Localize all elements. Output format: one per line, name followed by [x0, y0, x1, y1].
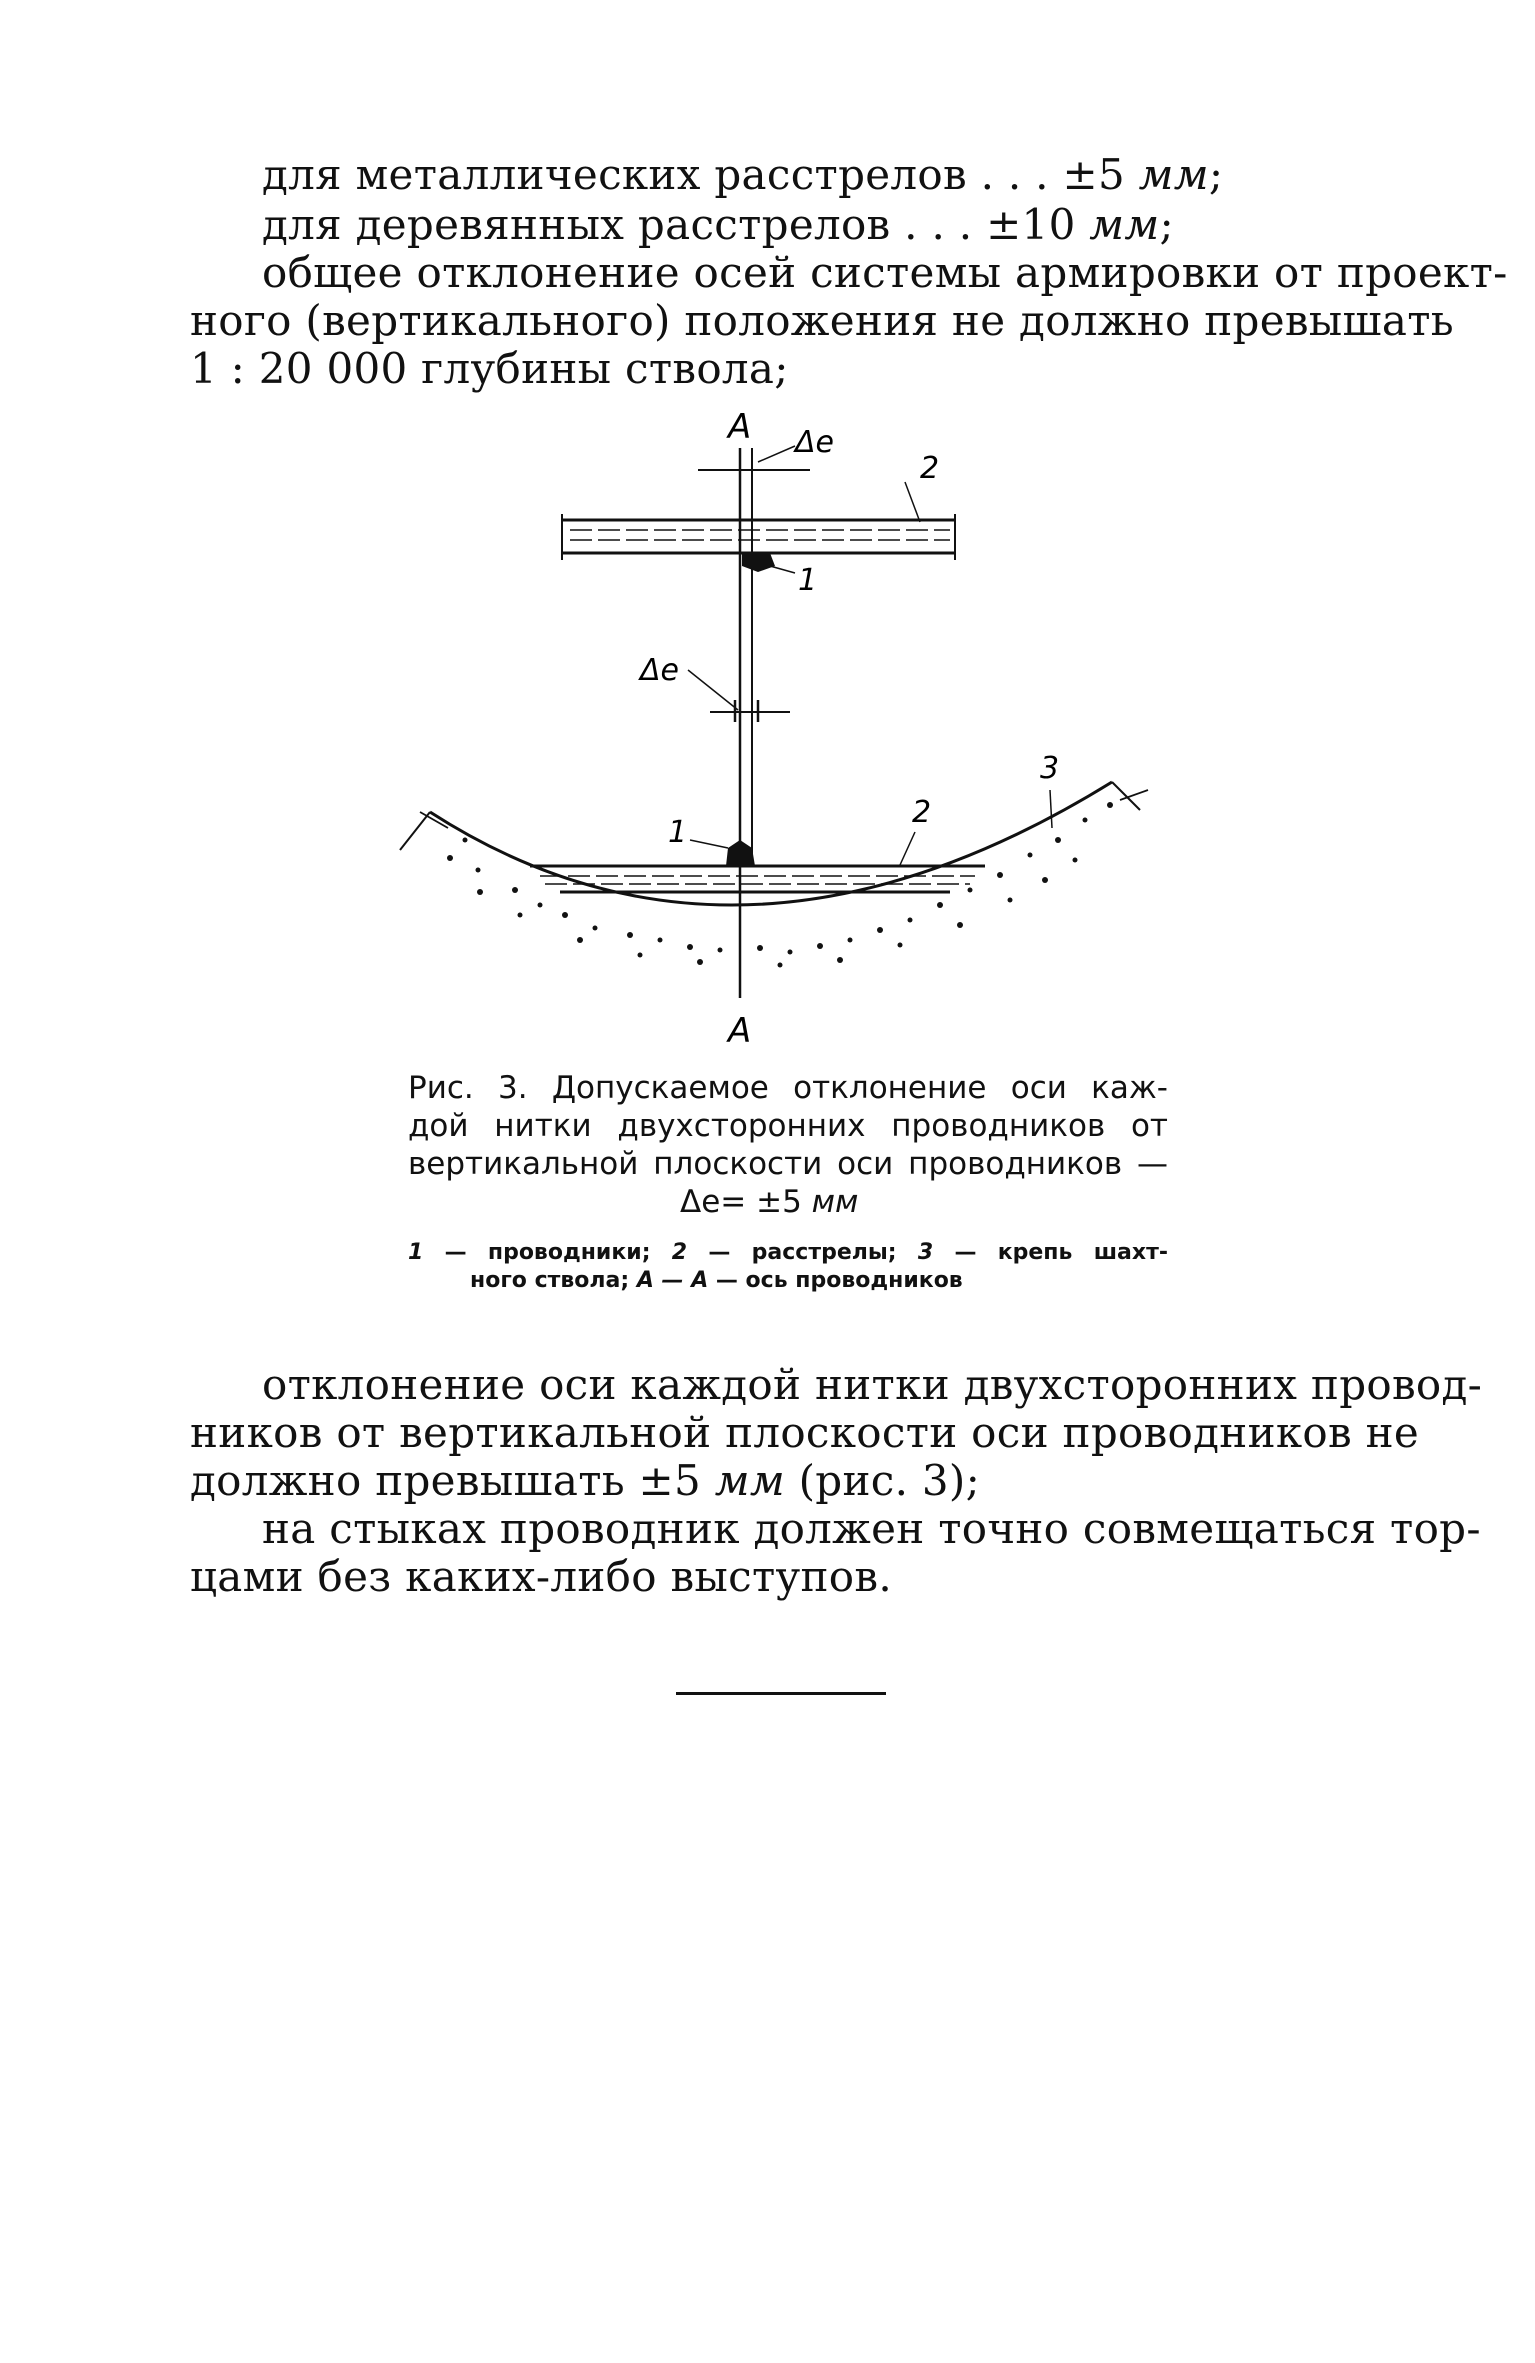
text-line-no-protrusions: цами без каких-либо выступов.: [190, 1552, 892, 1601]
figure-caption-line-3: вертикальной плоскости оси проводников —: [408, 1146, 1168, 1182]
figure-caption-line-4: Δe= ±5 мм: [680, 1184, 859, 1220]
bottom-guide-mark: [726, 840, 755, 866]
text-line-joints: на стыках проводник должен точно совмещаться тор-: [262, 1504, 1481, 1553]
label-de-middle: Δe: [640, 653, 679, 688]
label-2-top: 2: [920, 451, 940, 486]
text-line-wood-beams: для деревянных расстрелов . . . ±10 мм;: [262, 200, 1174, 249]
text-line-vertical-plane: ников от вертикальной плоскости оси проводников не: [190, 1408, 1420, 1457]
text-line-axis-deviation: отклонение оси каждой нитки двухсторонних провод-: [262, 1360, 1483, 1409]
shaft-lining-curve: [430, 782, 1112, 905]
top-guide-mark: [742, 553, 775, 572]
label-2-bottom: 2: [912, 795, 932, 830]
label-a-top: А: [728, 407, 752, 447]
figure-3-diagram: [0, 0, 1535, 1060]
label-a-bottom: А: [728, 1011, 752, 1051]
section-divider: [676, 1692, 886, 1695]
label-1-top: 1: [798, 563, 818, 598]
figure-legend-line-2: ного ствола; А — А — ось проводников: [470, 1268, 963, 1293]
figure-legend-line-1: 1 — проводники; 2 — расстрелы; 3 — крепь шахт-: [408, 1240, 1168, 1265]
label-de-top: Δe: [795, 425, 834, 460]
figure-caption-line-1: Рис. 3. Допускаемое отклонение оси каж-: [408, 1070, 1168, 1106]
text-line-vertical-position: ного (вертикального) положения не должно превышать: [190, 296, 1454, 345]
label-3: 3: [1040, 751, 1060, 786]
text-line-max-deviation: должно превышать ±5 мм (рис. 3);: [190, 1456, 981, 1505]
text-line-metal-beams: для металлических расстрелов . . . ±5 мм;: [262, 150, 1224, 199]
label-1-bottom: 1: [668, 815, 688, 850]
text-line-general-deviation: общее отклонение осей системы армировки от проект-: [262, 248, 1508, 297]
text-line-shaft-depth: 1 : 20 000 глубины ствола;: [190, 344, 789, 393]
figure-caption-line-2: дой нитки двухсторонних проводников от: [408, 1108, 1168, 1144]
